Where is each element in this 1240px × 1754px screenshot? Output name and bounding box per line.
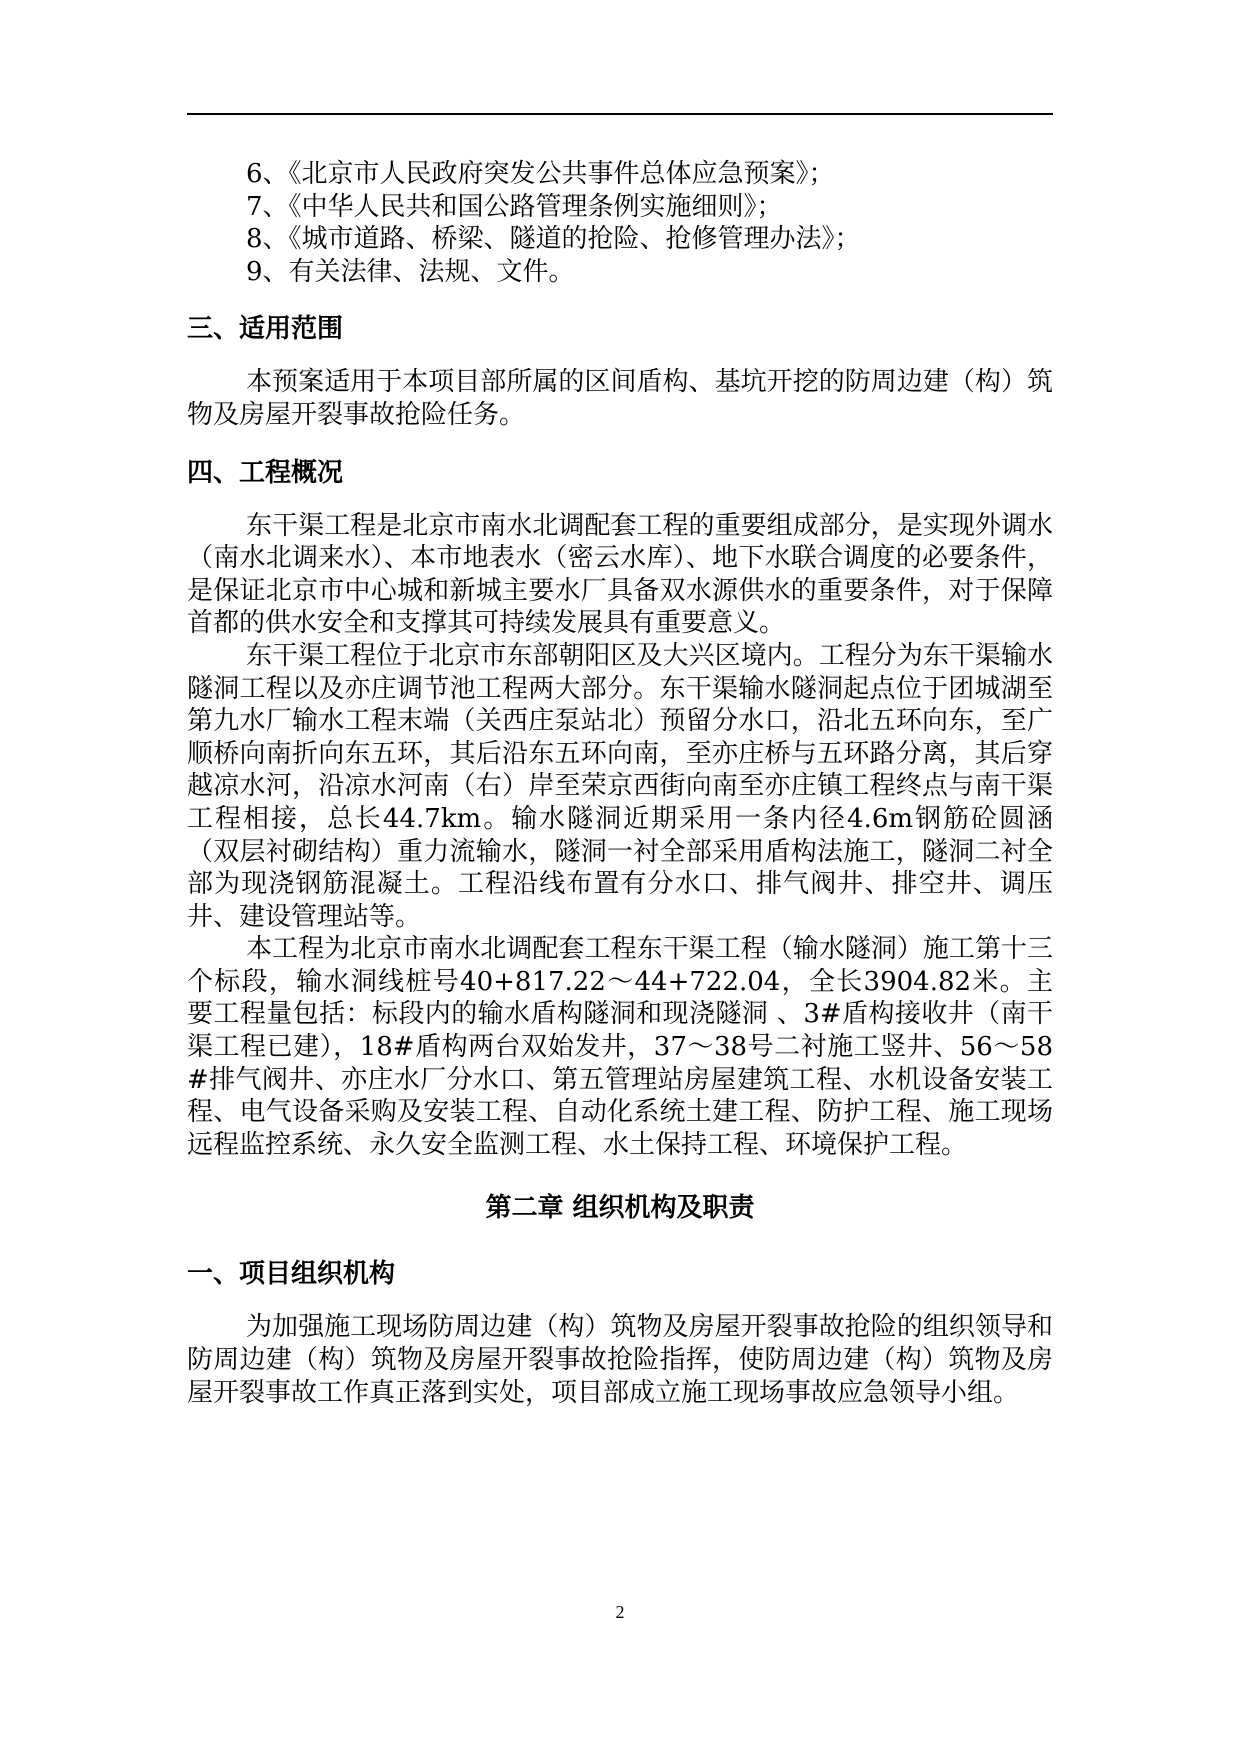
- document-body: [187, 158, 1053, 1409]
- section-heading-scope: 三、适用范围: [187, 314, 344, 345]
- section-heading-overview: 四、工程概况: [187, 457, 344, 488]
- section-heading-organization: 一、项目组织机构: [187, 1259, 396, 1290]
- reference-item: 6、《北京市人民政府突发公共事件总体应急预案》；: [246, 159, 835, 189]
- overview-paragraph: 本工程为北京市南水北调配套工程东干渠工程（输水隧洞）施工第十三个标段，输水洞线桩号40+817.22～44+722.04，全长3904.82米。主要工程量包括：标段内的输水盾构隧洞和现浇隧洞 、3#盾构接收井（南干渠工程已建），18#盾构两台双始发井，37～38号二衬施工竖井、56～58#排气阀井、亦庄水厂分水口、第五管理站房屋建筑工程、水机设备安装工程、电气设备采购及安装工程、自动化系统土建工程、防护工程、施工现场远程监控系统、永久安全监测工程、水土保持工程、环境保护工程。: [187, 934, 1053, 1160]
- header-rule: [187, 113, 1053, 115]
- overview-paragraph: 东干渠工程位于北京市东部朝阳区及大兴区境内。工程分为东干渠输水隧洞工程以及亦庄调节池工程两大部分。东干渠输水隧洞起点位于团城湖至第九水厂输水工程末端（关西庄泵站北）预留分水口，沿北五环向东，至广顺桥向南折向东五环，其后沿东五环向南，至亦庄桥与五环路分离，其后穿越凉水河，沿凉水河南（右）岸至荣京西街向南至亦庄镇工程终点与南干渠工程相接，总长44.7km。输水隧洞近期采用一条内径4.6m钢筋砼圆涵（双层衬砌结构）重力流输水，隧洞一衬全部采用盾构法施工，隧洞二衬全部为现浇钢筋混凝土。工程沿线布置有分水口、排气阀井、排空井、调压井、建设管理站等。: [187, 640, 1053, 932]
- chapter-title: 第二章 组织机构及职责: [485, 1193, 755, 1224]
- scope-paragraph: 本预案适用于本项目部所属的区间盾构、基坑开挖的防周边建（构）筑物及房屋开裂事故抢险任务。: [187, 367, 1053, 430]
- reference-item: 7、《中华人民共和国公路管理条例实施细则》；: [246, 191, 783, 222]
- reference-item: 9、有关法律、法规、文件。: [246, 256, 575, 287]
- overview-paragraph: 东干渠工程是北京市南水北调配套工程的重要组成部分，是实现外调水（南水北调来水）、本市地表水（密云水库）、地下水联合调度的必要条件，是保证北京市中心城和新城主要水厂具备双水源供水的重要条件，对于保障首都的供水安全和支撑其可持续发展具有重要意义。: [187, 510, 1053, 639]
- reference-item: 8、《城市道路、桥梁、隧道的抢险、抢修管理办法》；: [246, 224, 861, 255]
- page-number: 2: [615, 1602, 625, 1622]
- organization-paragraph: 为加强施工现场防周边建（构）筑物及房屋开裂事故抢险的组织领导和防周边建（构）筑物及房屋开裂事故抢险指挥，使防周边建（构）筑物及房屋开裂事故工作真正落到实处，项目部成立施工现场事故应急领导小组。: [187, 1312, 1053, 1408]
